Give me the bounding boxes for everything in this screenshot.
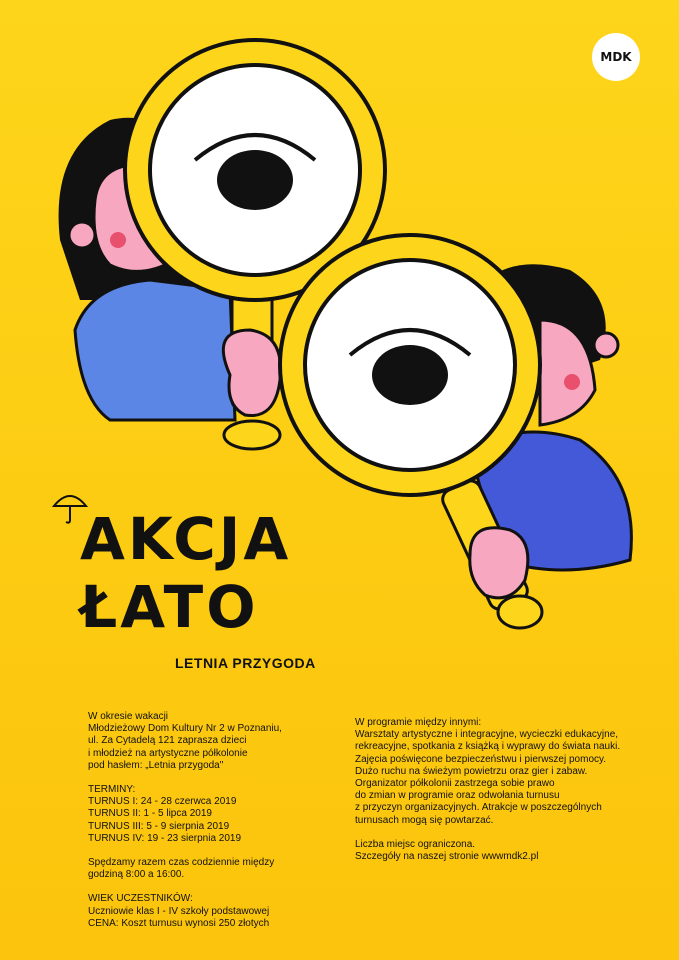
intro-line: Młodzieżowy Dom Kultury Nr 2 w Poznaniu, [88, 723, 282, 735]
term-item: TURNUS IV: 19 - 23 sierpnia 2019 [88, 832, 242, 844]
program-line: Zajęcia poświęcone bezpieczeństwu i pierwszej pomocy. [355, 753, 607, 765]
program-line: turnusach mogą się powtarzać. [355, 814, 494, 826]
title-line-2: ŁATO [80, 573, 259, 641]
schedule-line: Spędzamy razem czas codziennie między [88, 857, 275, 869]
program-line: z przyczyn organizacyjnych. Atrakcje w poszczególnych [355, 802, 602, 814]
schedule-line: godziną 8:00 a 16:00. [88, 869, 185, 881]
program-line: do zmian w programie oraz odwołania turnusu [355, 790, 560, 802]
limits-line: Liczba miejsc ograniczona. [355, 838, 476, 850]
program-line: rekreacyjne, spotkania z książką i wyprawy do świata nauki. [355, 741, 621, 753]
price-text: CENA: Koszt turnusu wynosi 250 złotych [88, 917, 270, 929]
terms-heading: TERMINY: [88, 784, 136, 796]
logo-text: MDK [600, 50, 632, 64]
program-line: Dużo ruchu na świeżym powietrzu oraz gier i zabaw. [355, 765, 588, 777]
info-left-column [88, 711, 282, 930]
info-right-column [355, 717, 620, 863]
subtitle: LETNIA PRZYGODA [175, 655, 316, 671]
term-item: TURNUS I: 24 - 28 czerwca 2019 [88, 796, 237, 808]
magnifier-right [280, 235, 542, 628]
program-line: W programie między innymi: [355, 717, 482, 728]
age-text: Uczniowie klas I - IV szkoły podstawowej [88, 905, 270, 917]
term-item: TURNUS II: 1 - 5 lipca 2019 [88, 808, 212, 820]
intro-line: i młodzież na artystyczne półkolonie [88, 747, 248, 759]
term-item: TURNUS III: 5 - 9 sierpnia 2019 [88, 820, 230, 832]
intro-line: W okresie wakacji [88, 711, 169, 722]
intro-line: pod hasłem: „Letnia przygoda" [88, 759, 224, 771]
program-line: Warsztaty artystyczne i integracyjne, wycieczki edukacyjne, [355, 729, 619, 741]
limits-line: Szczegóły na naszej stronie wwwmdk2.pl [355, 851, 539, 863]
intro-line: ul. Za Cytadelą 121 zaprasza dzieci [88, 735, 247, 747]
program-line: Organizator półkolonii zastrzega sobie prawo [355, 778, 555, 790]
title-line-1: AKCJA [80, 505, 292, 573]
age-heading: WIEK UCZESTNIKÓW: [88, 893, 193, 905]
